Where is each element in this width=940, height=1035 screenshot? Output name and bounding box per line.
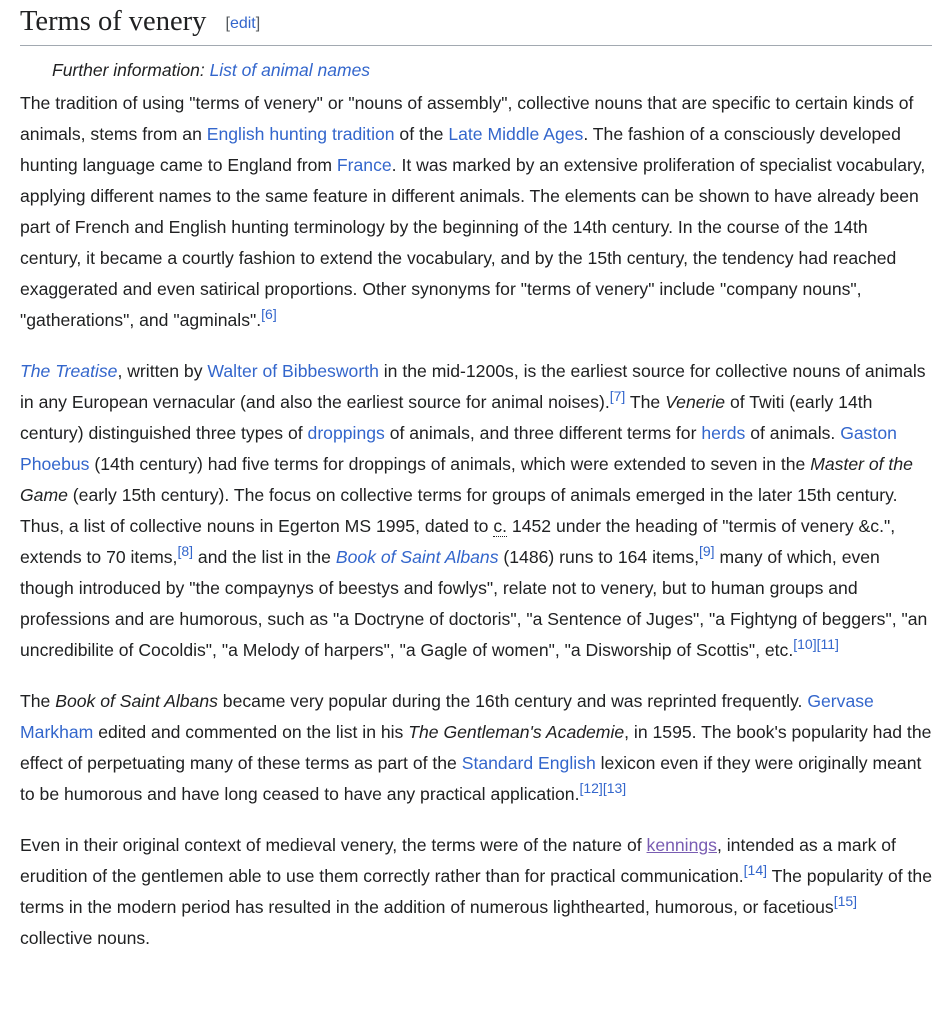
citation-link[interactable]: [11]: [816, 636, 839, 652]
citation-ref: [793, 636, 816, 652]
wiki-link[interactable]: Walter of Bibbesworth: [207, 361, 379, 381]
text: collective nouns.: [20, 928, 151, 948]
citation-link[interactable]: [9]: [699, 543, 715, 559]
wiki-link-visited[interactable]: kennings: [646, 835, 717, 855]
citation-ref: [261, 306, 277, 322]
text: became very popular during the 16th century and was reprinted frequently.: [217, 691, 808, 711]
list-of-animal-names-link[interactable]: List of animal names: [209, 60, 371, 80]
text: , written by: [117, 361, 208, 381]
citation-ref: [603, 780, 626, 796]
edit-section: [225, 15, 260, 32]
paragraph: [20, 830, 932, 954]
section-heading: [20, 0, 932, 46]
paragraph: [20, 686, 932, 810]
paragraph: [20, 356, 932, 666]
bracket-close: ]: [255, 15, 261, 32]
citation-ref: [610, 388, 626, 404]
wiki-link[interactable]: English hunting tradition: [206, 124, 395, 144]
wiki-link[interactable]: herds: [701, 423, 746, 443]
text: The popularity of the terms in the modern period has resulted in the addition of numerous lighthearted, humorous, or facetious: [20, 866, 932, 917]
citation-ref: [177, 543, 193, 559]
text: lexicon even if they were originally meant to be humorous and have long ceased to have any practical application.: [20, 753, 922, 804]
wiki-link[interactable]: Gaston Phoebus: [20, 423, 897, 474]
paragraph: [20, 88, 932, 336]
text: , in 1595. The book's popularity had the effect of perpetuating many of these terms as part of the: [20, 722, 932, 773]
text: The: [625, 392, 666, 412]
text: of the: [394, 124, 449, 144]
text: The tradition of using "terms of venery" or "nouns of assembly", collective nouns that are specific to certain kinds of animals, stems from an: [20, 93, 914, 144]
text: 1452 under the heading of "termis of venery &c.", extends to 70 items,: [20, 516, 896, 567]
citation-ref: [744, 862, 767, 878]
citation-link[interactable]: [10]: [793, 636, 817, 652]
text: Even in their original context of medieval venery, the terms were of the nature of: [20, 835, 647, 855]
heading-title: Terms of venery: [20, 6, 207, 37]
bracket-open: [: [225, 15, 230, 32]
italic-text: Book of Saint Albans: [55, 691, 218, 711]
abbreviation: c.: [493, 516, 508, 536]
wiki-link[interactable]: Standard English: [461, 753, 596, 773]
edit-link[interactable]: edit: [229, 15, 256, 32]
article-body: [20, 88, 932, 954]
text: of animals, and three different terms for: [384, 423, 702, 443]
italic-text: The Gentleman's Academie: [408, 722, 625, 742]
text: . It was marked by an extensive proliferation of specialist vocabulary, applying different names to the same feature in different animals. The elements can be shown to have already been part of French and English hunting terminology by the beginning of the 14th century. In the course of the 14th century, it became a courtly fashion to extend the vocabulary, and by the 15th century, the tendency had reached exaggerated and even satirical proportions. Other synonyms for "terms of venery" include "company nouns", "gatherations", and "agminals".: [20, 155, 926, 330]
text: edited and commented on the list in his: [93, 722, 409, 742]
text: . The fashion of a consciously developed hunting language came to England from: [20, 124, 901, 175]
citation-link[interactable]: [8]: [177, 543, 194, 559]
citation-ref: [579, 780, 602, 796]
italic-text: Master of the Game: [20, 454, 913, 505]
text: (early 15th century). The focus on collective terms for groups of animals emerged in the later 15th century. Thus, a list of collective nouns in Egerton MS 1995, dated to: [20, 485, 898, 536]
wiki-link[interactable]: Late Middle Ages: [448, 124, 584, 144]
citation-link[interactable]: [7]: [609, 388, 626, 404]
wiki-link[interactable]: The Treatise: [20, 361, 118, 381]
text: (14th century) had five terms for droppings of animals, which were extended to seven in the: [89, 454, 811, 474]
citation-link[interactable]: [13]: [602, 780, 627, 796]
text: (1486) runs to 164 items,: [498, 547, 699, 567]
text: of Twiti (early 14th century) distinguished three types of: [20, 392, 873, 443]
wiki-link[interactable]: Gervase Markham: [20, 691, 874, 742]
citation-ref: [834, 893, 857, 909]
citation-ref: [817, 636, 839, 652]
italic-text: Venerie: [665, 392, 726, 412]
hatnote-prefix: Further information:: [52, 60, 210, 80]
text: of animals.: [745, 423, 841, 443]
text: many of which, even though introduced by "the compaynys of beestys and fowlys", relate not to venery, but to human groups and professions and are humorous, such as "a Doctryne of doctoris", "a Sentence of Juges", "a Fightyng of beggers", "an uncredibilite of Cocoldis", "a Melody of harpers", "a Gagle of women", "a Disworship of Scottis", etc.: [20, 547, 928, 660]
text: and the list in the: [193, 547, 336, 567]
wiki-link[interactable]: France: [336, 155, 392, 175]
citation-link[interactable]: [14]: [743, 862, 768, 878]
text: The: [20, 691, 56, 711]
wiki-link[interactable]: droppings: [307, 423, 385, 443]
hatnote: [20, 58, 932, 82]
citation-link[interactable]: [15]: [833, 893, 858, 909]
text: , intended as a mark of erudition of the gentlemen able to use them correctly rather than for practical communication.: [20, 835, 896, 886]
citation-ref: [699, 543, 715, 559]
wiki-link[interactable]: Book of Saint Albans: [335, 547, 499, 567]
text: in the mid-1200s, is the earliest source for collective nouns of animals in any European vernacular (and also the earliest source for animal noises).: [20, 361, 926, 412]
citation-link[interactable]: [12]: [579, 780, 603, 796]
citation-link[interactable]: [6]: [261, 306, 277, 322]
